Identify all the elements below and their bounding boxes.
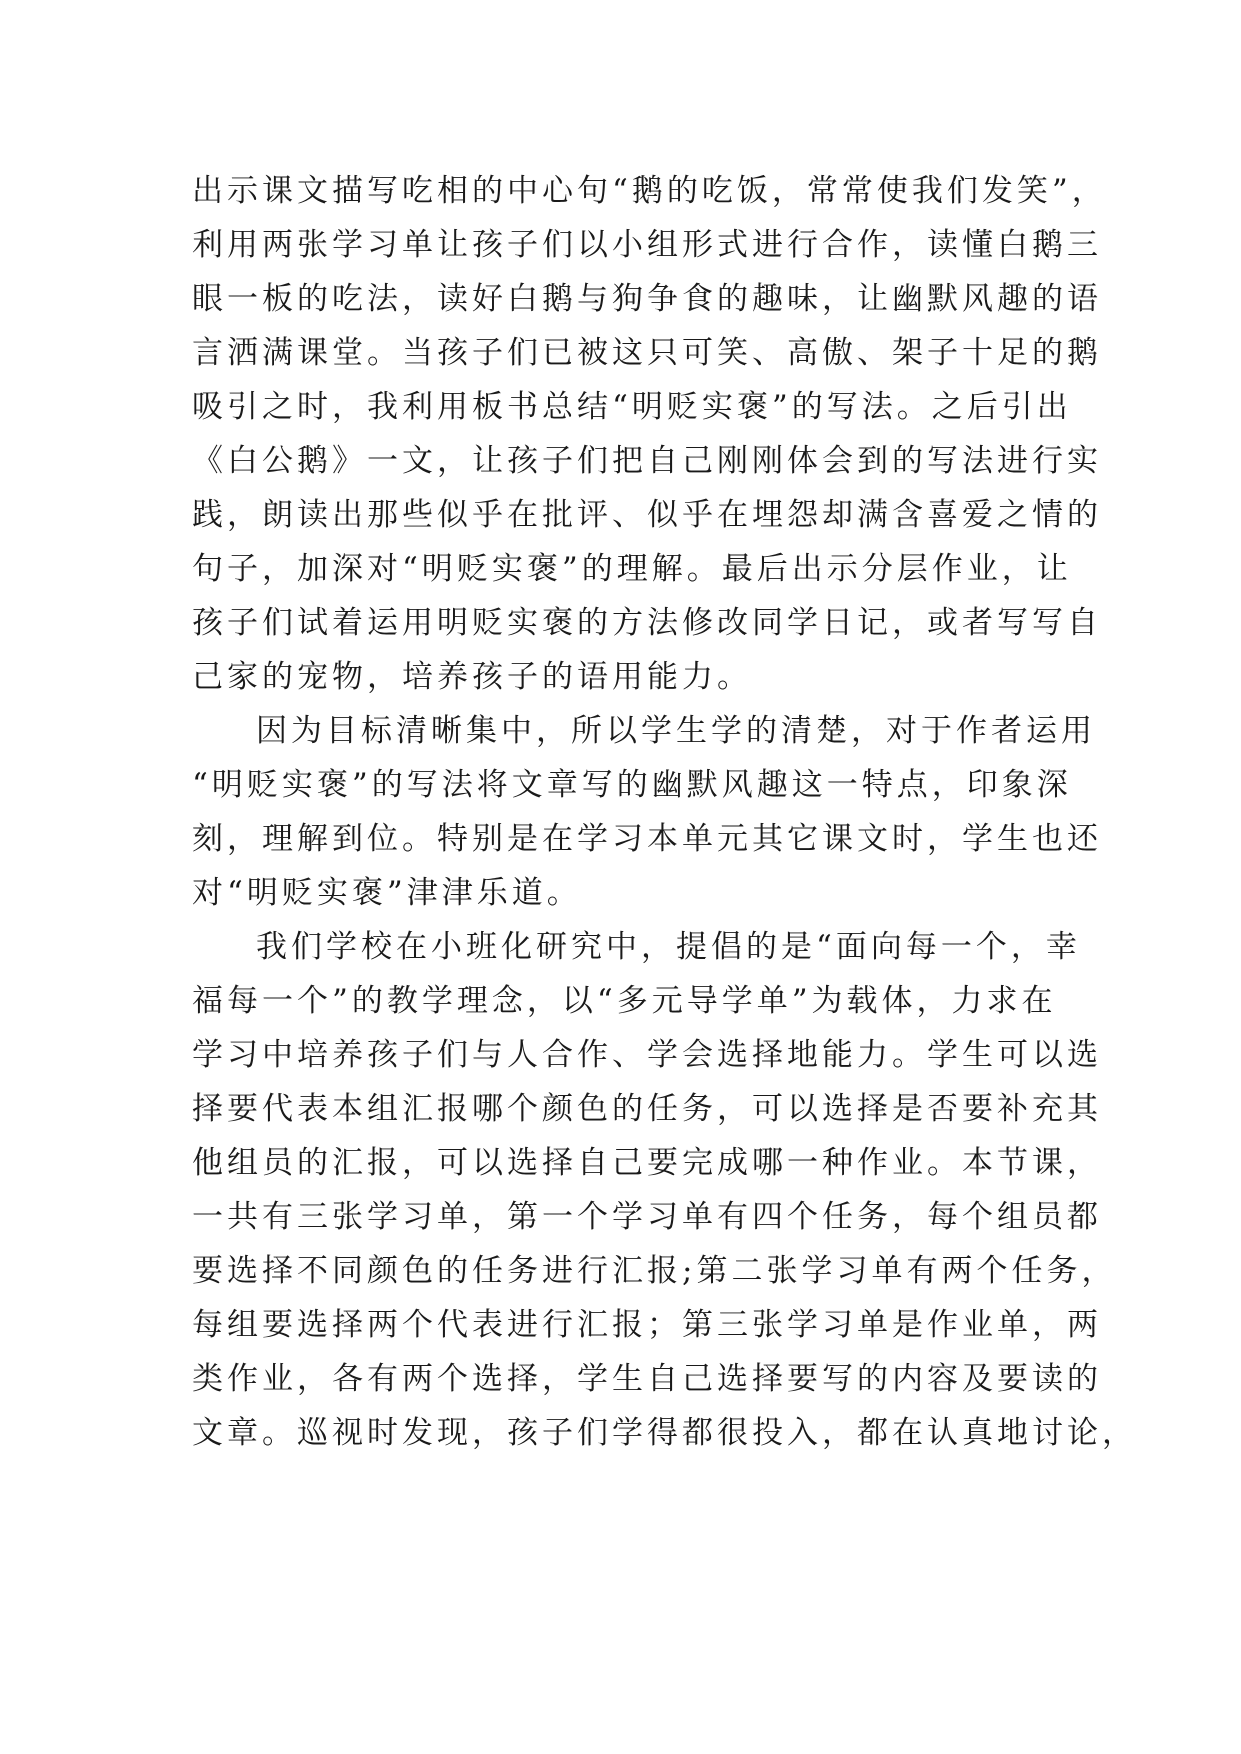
paragraph-3 — [192, 920, 1137, 1460]
text-line: 句子，加深对“明贬实褒”的理解。最后出示分层作业，让 — [192, 551, 1072, 587]
text-line: 类作业，各有两个选择，学生自己选择要写的内容及要读的 — [192, 1361, 1102, 1397]
text-line: 己家的宠物，培养孩子的语用能力。 — [192, 659, 752, 695]
text-line: “明贬实褒”的写法将文章写的幽默风趣这一特点，印象深 — [192, 767, 1072, 803]
text-line: 学习中培养孩子们与人合作、学会选择地能力。学生可以选 — [192, 1037, 1102, 1073]
text-line: 利用两张学习单让孩子们以小组形式进行合作，读懂白鹅三 — [192, 227, 1102, 263]
text-line: 一共有三张学习单，第一个学习单有四个任务，每个组员都 — [192, 1199, 1102, 1235]
paragraph-1 — [192, 164, 1107, 704]
text-line: 出示课文描写吃相的中心句“鹅的吃饭，常常使我们发笑”， — [192, 173, 1107, 209]
text-line: 我们学校在小班化研究中，提倡的是“面向每一个，幸 — [256, 929, 1081, 965]
text-line: 对“明贬实褒”津津乐道。 — [192, 875, 582, 911]
text-line: 要选择不同颜色的任务进行汇报;第二张学习单有两个任务， — [192, 1253, 1117, 1289]
text-line: 践，朗读出那些似乎在批评、似乎在埋怨却满含喜爱之情的 — [192, 497, 1102, 533]
text-line: 孩子们试着运用明贬实褒的方法修改同学日记，或者写写自 — [192, 605, 1102, 641]
text-line: 吸引之时，我利用板书总结“明贬实褒”的写法。之后引出 — [192, 389, 1072, 425]
body-text — [192, 164, 1137, 1460]
text-line: 每组要选择两个代表进行汇报；第三张学习单是作业单，两 — [192, 1307, 1102, 1343]
text-line: 因为目标清晰集中，所以学生学的清楚，对于作者运用 — [256, 713, 1096, 749]
text-line: 眼一板的吃法，读好白鹅与狗争食的趣味，让幽默风趣的语 — [192, 281, 1102, 317]
text-line: 《白公鹅》一文，让孩子们把自己刚刚体会到的写法进行实 — [192, 443, 1102, 479]
text-line: 言洒满课堂。当孩子们已被这只可笑、高傲、架子十足的鹅 — [192, 335, 1102, 371]
text-line: 择要代表本组汇报哪个颜色的任务，可以选择是否要补充其 — [192, 1091, 1102, 1127]
text-line: 福每一个”的教学理念，以“多元导学单”为载体，力求在 — [192, 983, 1057, 1019]
paragraph-2 — [192, 704, 1102, 920]
text-line: 刻，理解到位。特别是在学习本单元其它课文时，学生也还 — [192, 821, 1102, 857]
text-line: 文章。巡视时发现，孩子们学得都很投入，都在认真地讨论， — [192, 1415, 1137, 1451]
text-line: 他组员的汇报，可以选择自己要完成哪一种作业。本节课， — [192, 1145, 1102, 1181]
